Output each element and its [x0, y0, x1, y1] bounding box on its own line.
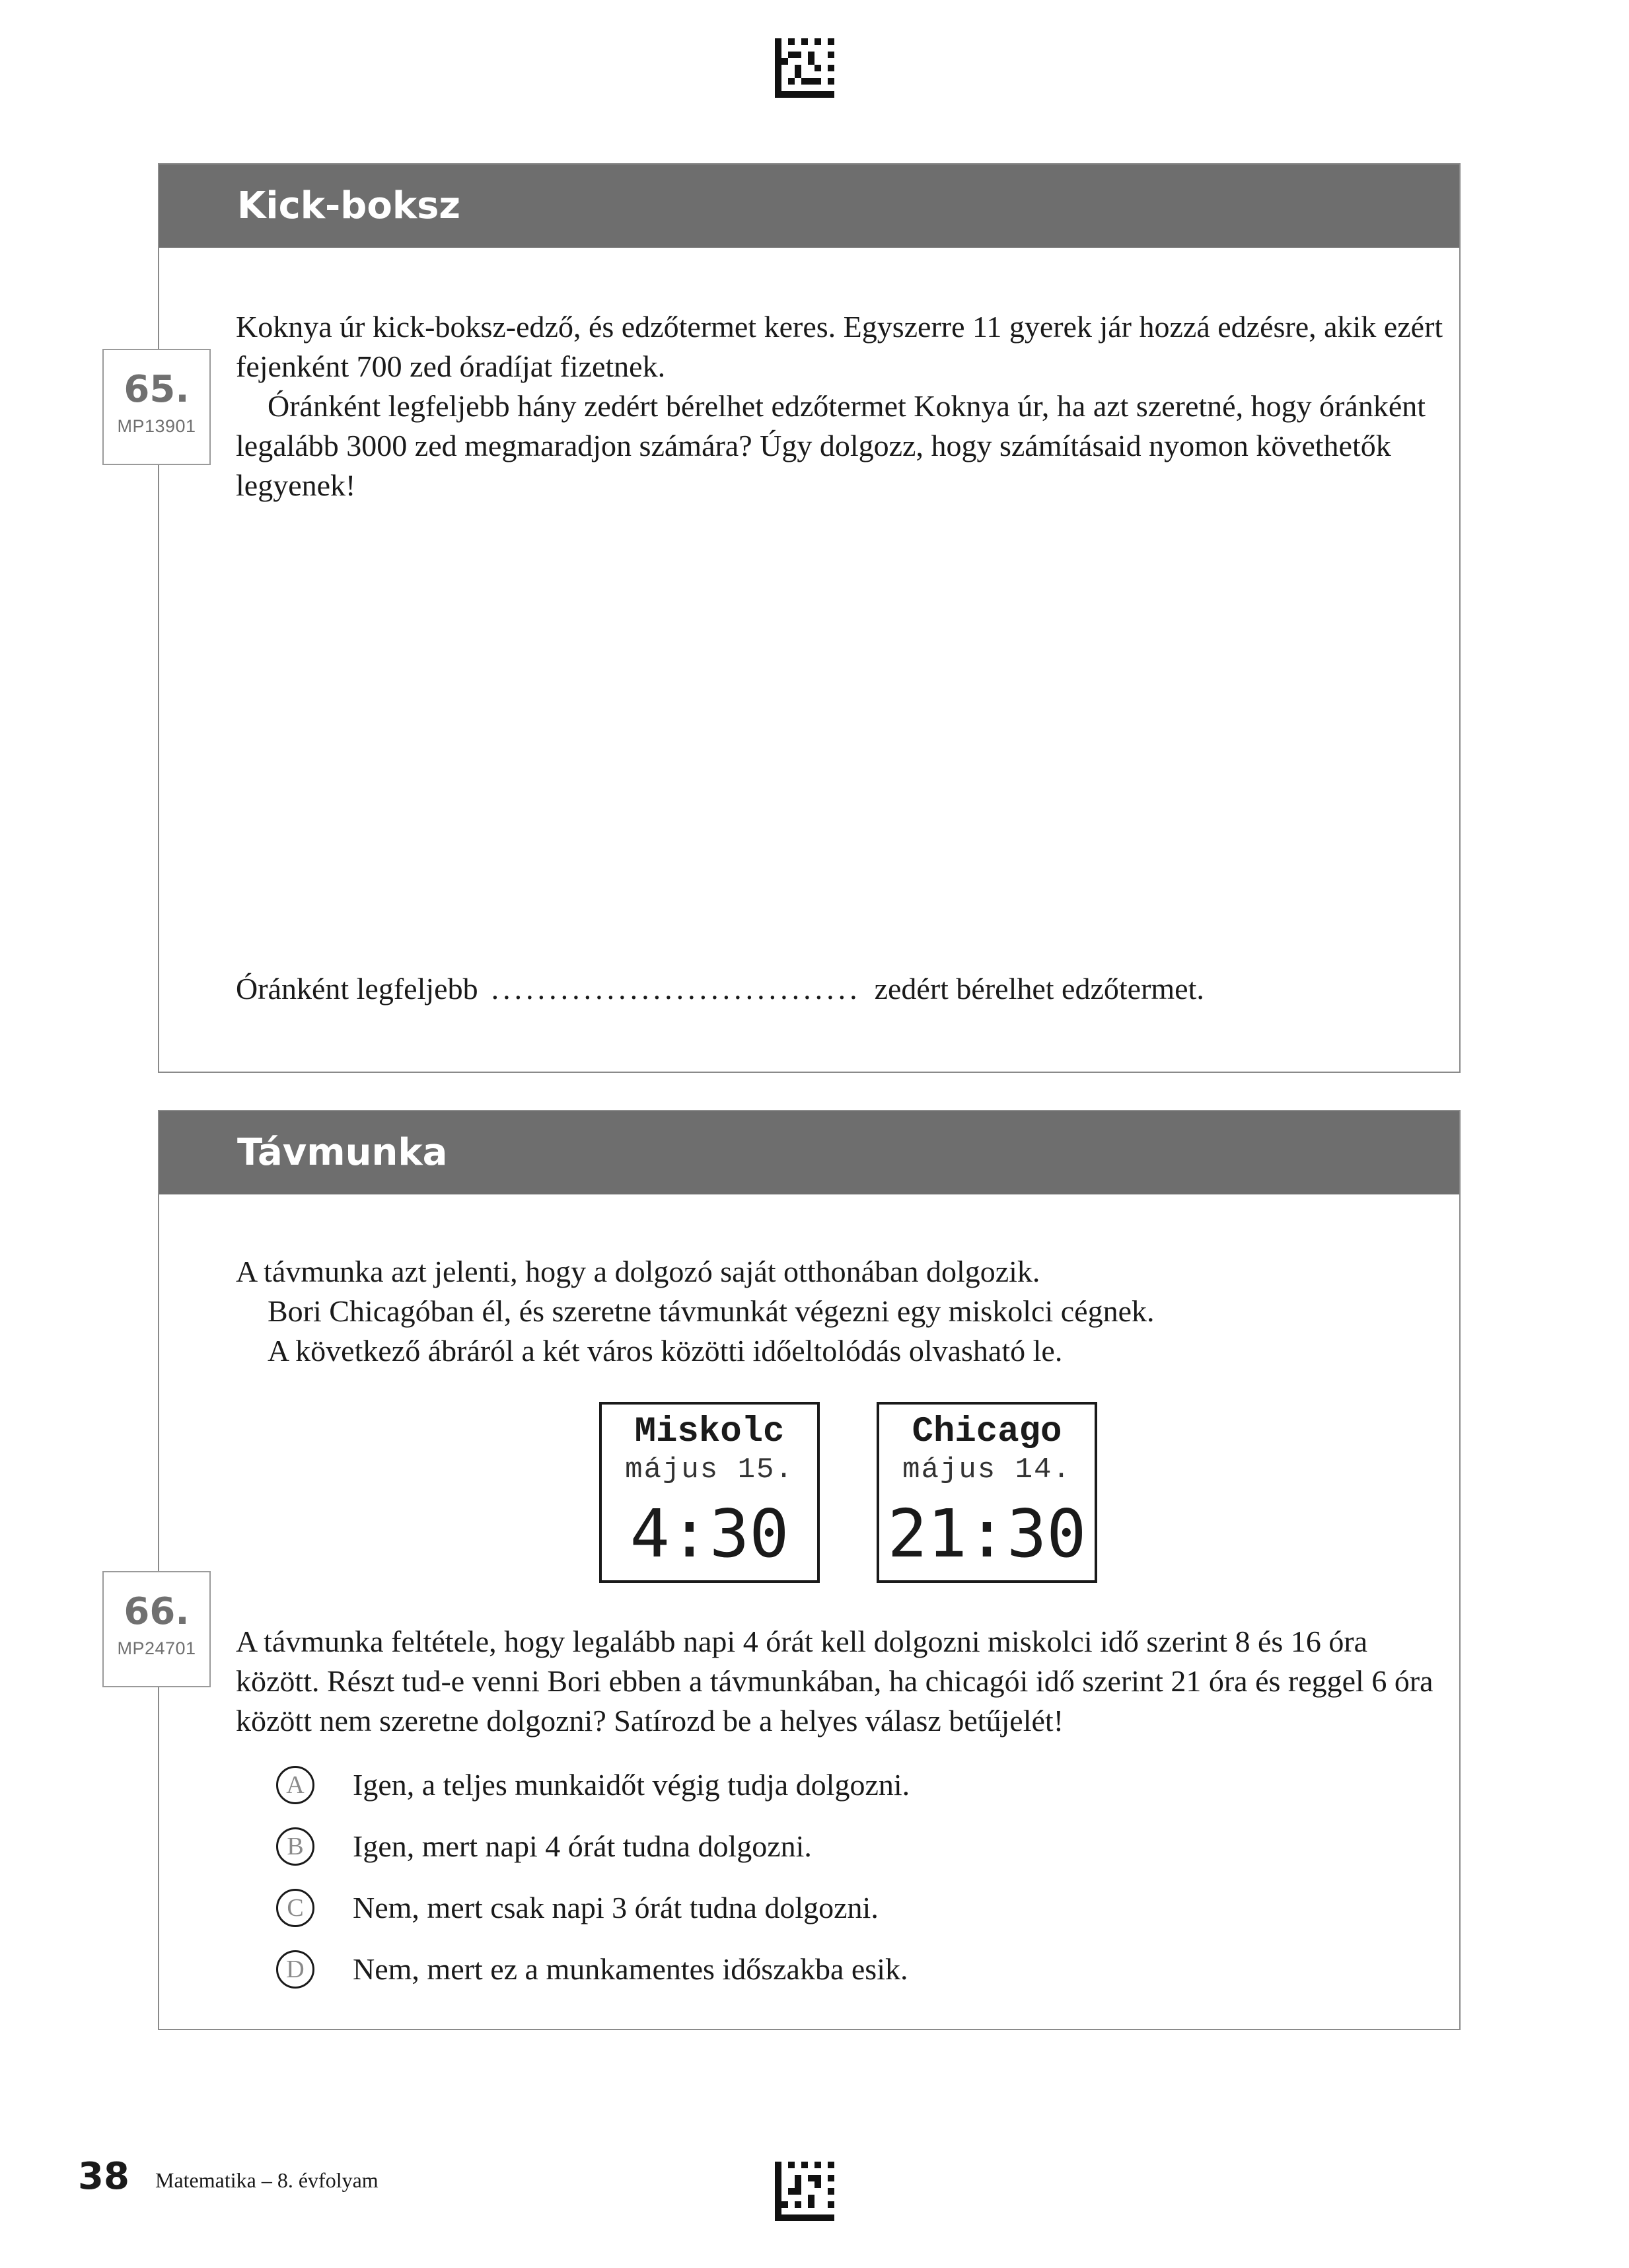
- option-c-text: Nem, mert csak napi 3 órát tudna dolgozni.: [353, 1891, 879, 1924]
- qr-code-bottom: [775, 2162, 834, 2221]
- task-66-title: Távmunka: [159, 1111, 1459, 1194]
- answer-blank[interactable]: ................................: [491, 972, 861, 1006]
- qr-code-top: [775, 38, 834, 98]
- clock-date: május 15.: [625, 1453, 794, 1486]
- clock-time: 4:30: [630, 1495, 789, 1572]
- task-66-intro: [236, 1252, 1451, 1371]
- option-c-bubble[interactable]: C: [276, 1889, 314, 1927]
- task-65-title: Kick-boksz: [159, 165, 1459, 248]
- task-65-code: MP13901: [117, 416, 196, 436]
- clock-date: május 14.: [902, 1453, 1071, 1486]
- clock-miskolc: [599, 1402, 820, 1583]
- task-65-number: 65.: [124, 368, 190, 411]
- option-d-bubble[interactable]: D: [276, 1950, 314, 1989]
- task-65-number-box: [102, 349, 211, 465]
- task-65-paragraph-1: Koknya úr kick-boksz-edző, és edzőtermet keres. Egyszerre 11 gyerek jár hozzá edzésre, akik ezért fejenként 700 zed óradíjat fizetnek.: [236, 310, 1443, 383]
- task-66-code: MP24701: [117, 1638, 196, 1658]
- task-65-answer-line[interactable]: [236, 971, 1204, 1006]
- page-number: 38: [78, 2155, 129, 2198]
- option-a-text: Igen, a teljes munkaidőt végig tudja dolgozni.: [353, 1768, 910, 1802]
- task-65-text: [236, 307, 1451, 505]
- clock-time: 21:30: [887, 1495, 1087, 1572]
- option-c[interactable]: [276, 1877, 910, 1938]
- task-66-intro-1: A távmunka azt jelenti, hogy a dolgozó saját otthonában dolgozik.: [236, 1255, 1040, 1288]
- clock-chicago: [877, 1402, 1097, 1583]
- task-66-number: 66.: [124, 1590, 190, 1633]
- answer-prefix: Óránként legfeljebb: [236, 972, 478, 1006]
- answer-options: [276, 1754, 910, 2000]
- answer-suffix: zedért bérelhet edzőtermet.: [874, 972, 1204, 1006]
- task-66-question-text: A távmunka feltétele, hogy legalább napi 4 órát kell dolgozni miskolci idő szerint 8 és 16 óra között. Részt tud-e venni Bori ebben a távmunkában, ha chicagói idő szerint 21 óra és reggel 6 óra között nem szeretne dolgozni? Satírozd be a helyes válasz betűjelét!: [236, 1625, 1433, 1738]
- option-d-text: Nem, mert ez a munkamentes időszakba esik.: [353, 1952, 908, 1986]
- task-66-intro-3: A következő ábráról a két város közötti időeltolódás olvasható le.: [268, 1334, 1063, 1368]
- clock-city: Chicago: [912, 1412, 1062, 1452]
- option-b[interactable]: [276, 1815, 910, 1877]
- option-a[interactable]: [276, 1754, 910, 1815]
- task-66-number-box: [102, 1571, 211, 1687]
- option-b-text: Igen, mert napi 4 órát tudna dolgozni.: [353, 1829, 812, 1863]
- clock-city: Miskolc: [634, 1412, 785, 1452]
- task-65-paragraph-2: Óránként legfeljebb hány zedért bérelhet edzőtermet Koknya úr, ha azt szeretné, hogy óránként legalább 3000 zed megmaradjon számára? Úgy dolgozz, hogy számításaid nyomon követhetők legyenek!: [236, 389, 1426, 502]
- option-b-bubble[interactable]: B: [276, 1827, 314, 1866]
- task-66-question: [236, 1622, 1451, 1741]
- footer-title: Matematika – 8. évfolyam: [155, 2168, 379, 2192]
- task-65-frame: [158, 163, 1461, 1073]
- option-a-bubble[interactable]: A: [276, 1766, 314, 1804]
- option-d[interactable]: [276, 1938, 910, 2000]
- task-66-intro-2: Bori Chicagóban él, és szeretne távmunkát végezni egy miskolci cégnek.: [268, 1294, 1155, 1328]
